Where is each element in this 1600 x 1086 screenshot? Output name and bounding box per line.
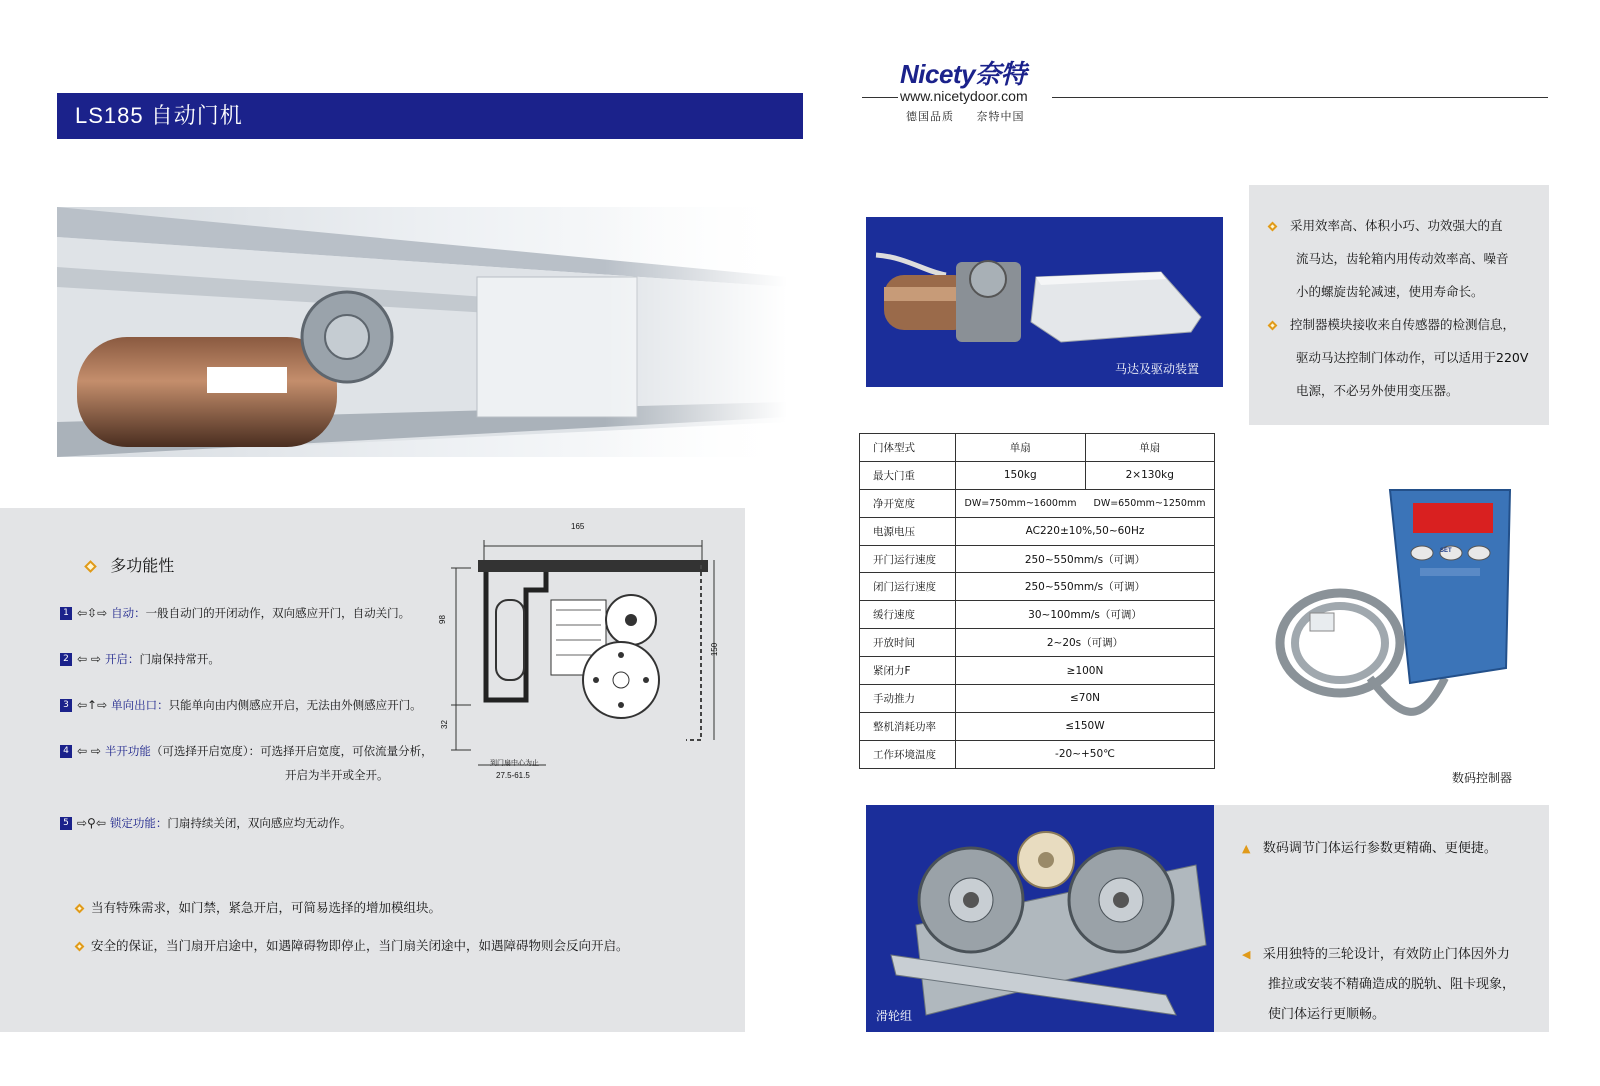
triangle-left-icon: ◀: [1242, 948, 1251, 961]
brand-url: www.nicetydoor.com: [900, 88, 1028, 104]
dimension-note: 到门扇中心为止: [490, 759, 539, 767]
table-row: 手动推力 ≤70N: [860, 685, 1215, 713]
table-row: 闭门运行速度 250~550mm/s（可调）: [860, 573, 1215, 601]
arrow-icon: ⇦⇳⇨: [77, 606, 108, 620]
dimension-label: 150: [710, 642, 720, 657]
divider: [1052, 97, 1548, 98]
technical-drawing: [437, 522, 731, 785]
dimension-label: 98: [437, 615, 447, 624]
feature-bullet: 安全的保证，当门扇开启途中，如遇障碍物即停止，当门扇关闭途中，如遇障碍物则会反向开启。: [76, 936, 628, 954]
mode-half: 4 ⇦ ⇨ 半开功能（可选择开启宽度）：可选择开启宽度，可依流量分析，: [60, 741, 433, 761]
diamond-icon: [75, 942, 85, 952]
dimension-label: 27.5-61.5: [496, 771, 530, 780]
diamond-icon: [1268, 222, 1278, 232]
page-title: LS185 自动门机: [57, 93, 803, 139]
table-row: 整机消耗功率 ≤150W: [860, 712, 1215, 740]
mode-exit: 3 ⇦↑⇨ 单向出口：只能单向由内侧感应开启，无法由外侧感应开门。: [60, 695, 422, 715]
divider: [862, 97, 898, 98]
spec-table: [859, 433, 1215, 769]
triangle-icon: ▲: [1242, 842, 1251, 855]
table-row: 电源电压 AC220±10%,50~60Hz: [860, 517, 1215, 545]
motor-caption: 马达及驱动装置: [1114, 362, 1199, 376]
brand-slogan: 德国品质 奈特中国: [906, 110, 1025, 123]
table-row: 紧闭力F ≥100N: [860, 657, 1215, 685]
mode-half-cont: 开启为半开或全开。: [285, 768, 389, 782]
wheel-caption: 滑轮组: [876, 1009, 913, 1023]
dimension-label: 32: [439, 720, 449, 729]
arrow-icon: ⇦ ⇨: [77, 652, 101, 666]
controller-caption: 数码控制器: [1452, 771, 1513, 785]
operator-photo: [57, 207, 787, 457]
arrow-icon: ⇨⚲⇦: [77, 816, 106, 830]
motor-desc-text: 采用效率高、体积小巧、功效强大的直 流马达，齿轮箱内用传动效率高、噪音 小的螺旋齿轮减速，使用寿命长。 控制器模块接收来自传感器的检测信息， 驱动马达控制门体动作，可以适用于220V 电源，不必另外使用变压器。: [1269, 209, 1528, 407]
feature-bullet: 当有特殊需求，如门禁，紧急开启，可简易选择的增加模组块。: [76, 898, 441, 916]
mode-lock: 5 ⇨⚲⇦ 锁定功能：门扇持续关闭，双向感应均无动作。: [60, 813, 351, 833]
brand-logo: Nicety奈特: [900, 59, 1027, 89]
table-row: 最大门重 150kg 2×130kg: [860, 461, 1215, 489]
set-button: SET: [1440, 548, 1452, 554]
diamond-icon: [1268, 321, 1278, 331]
diamond-icon: [75, 904, 85, 914]
wheel-feature: ◀ 采用独特的三轮设计，有效防止门体因外力 推拉或安装不精确造成的脱轨、阻卡现象， 使门体运行更顺畅。: [1242, 947, 1516, 1022]
mode-auto: 1 ⇦⇳⇨ 自动：一般自动门的开闭动作，双向感应开门，自动关门。: [60, 603, 410, 623]
motor-photo: [866, 217, 1223, 387]
wheel-photo: [866, 805, 1222, 1032]
mode-open: 2 ⇦ ⇨ 开启：门扇保持常开。: [60, 649, 220, 669]
table-row: 缓行速度 30~100mm/s（可调）: [860, 601, 1215, 629]
dimension-label: 165: [571, 522, 585, 531]
arrow-icon: ⇦↑⇨: [77, 698, 108, 712]
table-row: 净开宽度 DW=750mm~1600mm DW=650mm~1250mm: [860, 489, 1215, 517]
features-title: 多功能性: [86, 553, 174, 576]
table-row: 工作环境温度 -20~+50℃: [860, 740, 1215, 768]
table-row: 门体型式 单扇 单扇: [860, 434, 1215, 462]
table-row: 开放时间 2~20s（可调）: [860, 629, 1215, 657]
digital-controller-photo: [1270, 478, 1535, 738]
arrow-icon: ⇦ ⇨: [77, 744, 101, 758]
table-row: 开门运行速度 250~550mm/s（可调）: [860, 545, 1215, 573]
controller-feature: ▲ 数码调节门体运行参数更精确、更便捷。: [1242, 841, 1497, 856]
diamond-icon: [84, 560, 97, 573]
